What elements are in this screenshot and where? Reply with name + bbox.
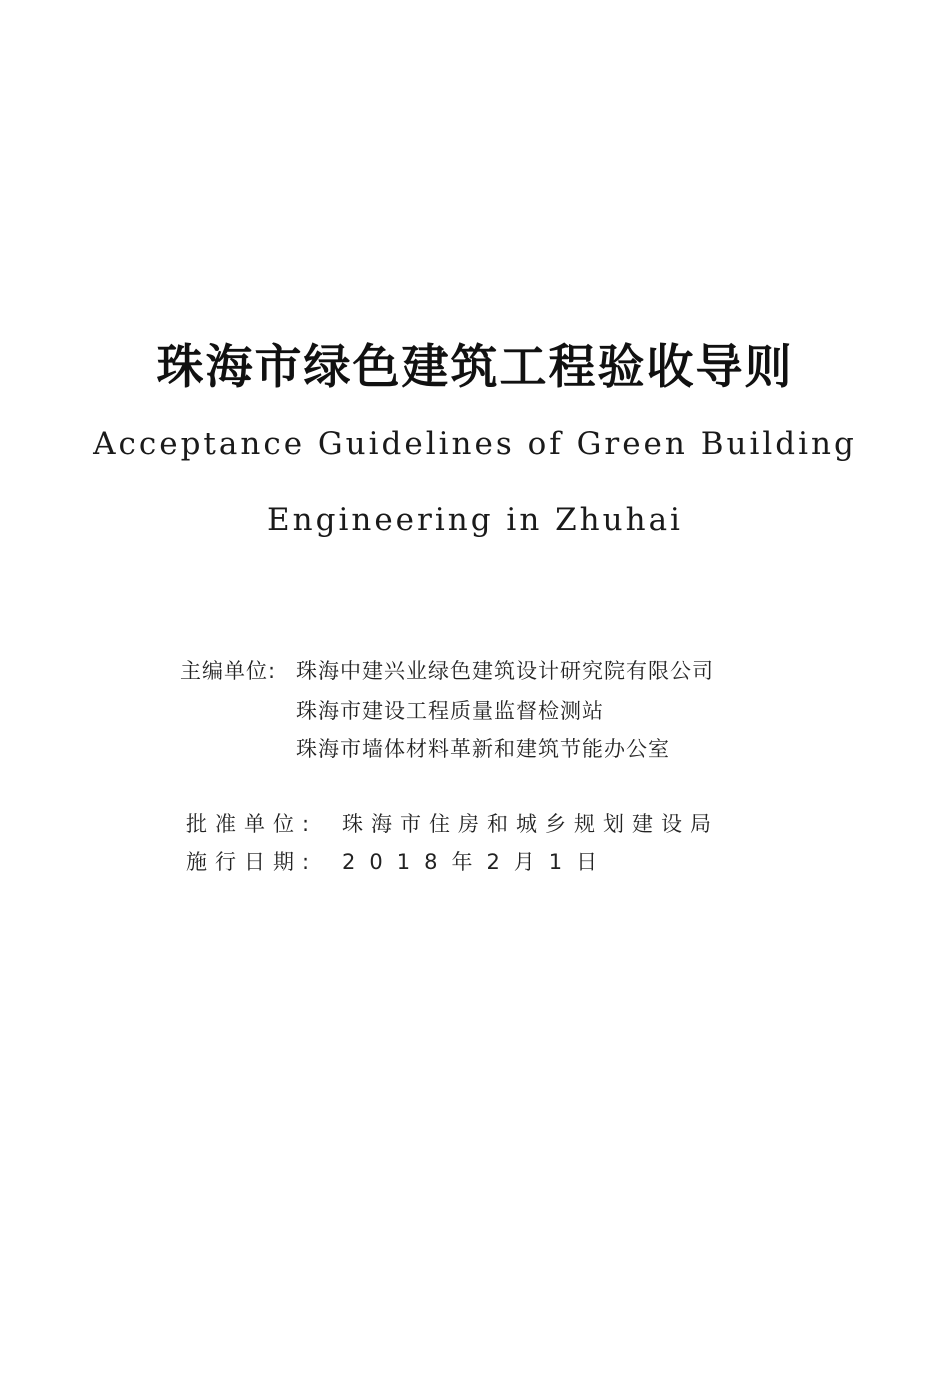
approval-unit-label: 批准单位: <box>186 812 318 836</box>
chief-editor-unit-2: 珠海市建设工程质量监督检测站 <box>296 699 604 723</box>
approval-unit-value: 珠海市住房和城乡规划建设局 <box>342 812 719 836</box>
chief-editor-unit-3: 珠海市墙体材料革新和建筑节能办公室 <box>296 737 670 761</box>
chief-editor-unit-1: 珠海中建兴业绿色建筑设计研究院有限公司 <box>296 659 714 683</box>
title-chinese: 珠海市绿色建筑工程验收导则 <box>156 340 794 395</box>
title-english-line-1: Acceptance Guidelines of Green Building <box>93 426 857 462</box>
title-english-line-2: Engineering in Zhuhai <box>267 502 683 538</box>
effective-date-label: 施行日期: <box>186 850 318 874</box>
chief-editors-label: 主编单位: <box>180 659 277 683</box>
effective-date-value: 2018年2月1日 <box>342 850 612 874</box>
